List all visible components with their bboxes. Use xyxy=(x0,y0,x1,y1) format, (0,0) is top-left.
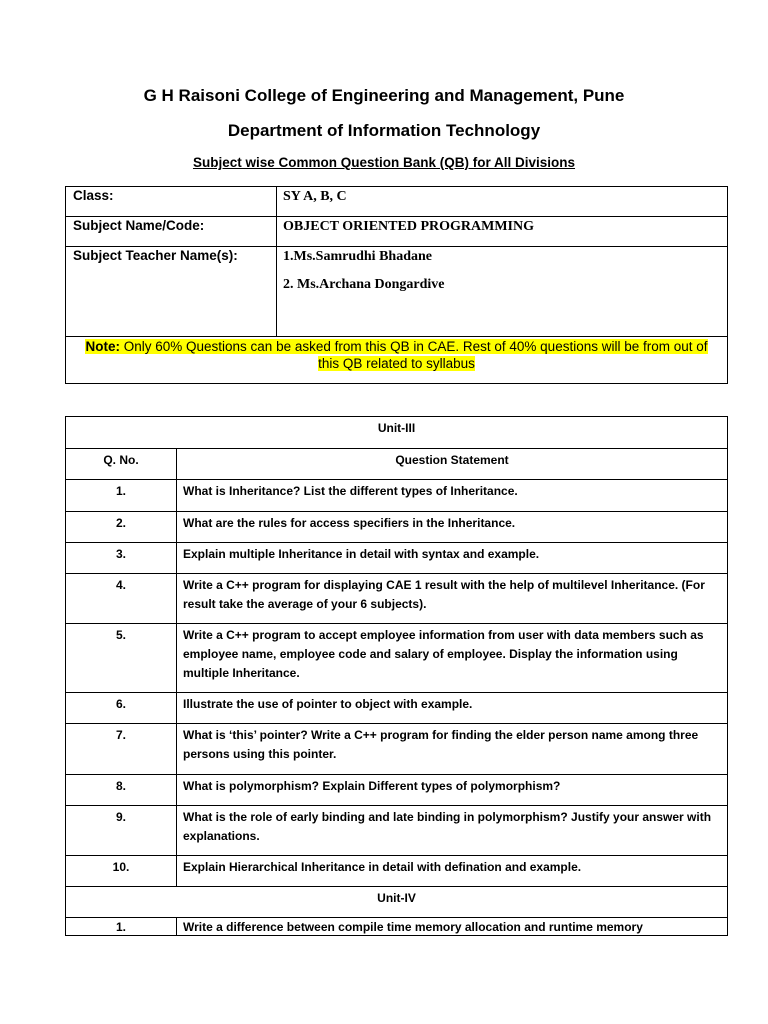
qno-header: Q. No. xyxy=(66,449,177,480)
subject-value: OBJECT ORIENTED PROGRAMMING xyxy=(277,217,728,247)
unit-4-title: Unit-IV xyxy=(66,887,728,918)
teacher-name: 2. Ms.Archana Dongardive xyxy=(283,277,445,292)
question-number: 1. xyxy=(66,480,177,512)
table-row xyxy=(66,574,728,624)
unit-header-row xyxy=(66,887,728,918)
question-number: 3. xyxy=(66,543,177,574)
note-text: Only 60% Questions can be asked from this QB in CAE. Rest of 40% questions will be from out of this QB related to syllabus xyxy=(119,339,708,371)
class-row xyxy=(66,187,728,217)
table-row xyxy=(66,693,728,724)
question-text: What is Inheritance? List the different types of Inheritance. xyxy=(177,480,728,512)
question-bank-subtitle: Subject wise Common Question Bank (QB) for All Divisions xyxy=(192,155,576,170)
question-number: 6. xyxy=(66,693,177,724)
note-cell xyxy=(66,337,728,384)
subject-row xyxy=(66,217,728,247)
question-text: What are the rules for access specifiers in the Inheritance. xyxy=(177,512,728,543)
question-text: Explain multiple Inheritance in detail with syntax and example. xyxy=(177,543,728,574)
table-row xyxy=(66,512,728,543)
class-value: SY A, B, C xyxy=(277,187,728,217)
teacher-row xyxy=(66,247,728,337)
teacher-label: Subject Teacher Name(s): xyxy=(66,247,277,337)
question-text: Write a C++ program for displaying CAE 1 result with the help of multilevel Inheritance. (For result take the average of your 6 subjects). xyxy=(177,574,728,624)
question-number: 4. xyxy=(66,574,177,624)
question-number: 9. xyxy=(66,806,177,856)
column-header-row xyxy=(66,449,728,480)
question-number: 2. xyxy=(66,512,177,543)
table-row xyxy=(66,480,728,512)
table-row xyxy=(66,775,728,806)
table-row xyxy=(66,543,728,574)
note-prefix: Note: xyxy=(85,339,120,354)
question-text: Explain Hierarchical Inheritance in detail with defination and example. xyxy=(177,856,728,887)
subject-label: Subject Name/Code: xyxy=(66,217,277,247)
question-text: Write a difference between compile time memory allocation and runtime memory xyxy=(177,918,728,936)
question-number: 8. xyxy=(66,775,177,806)
teacher-names xyxy=(277,247,728,337)
question-text: What is ‘this’ pointer? Write a C++ program for finding the elder person name among three persons using this pointer. xyxy=(177,724,728,775)
table-row xyxy=(66,724,728,775)
question-text: What is polymorphism? Explain Different types of polymorphism? xyxy=(177,775,728,806)
table-row xyxy=(66,918,728,936)
course-info-table xyxy=(65,186,728,384)
table-row xyxy=(66,624,728,693)
question-text: Write a C++ program to accept employee information from user with data members such as employee name, employee code and salary of employee. Display the information using multiple Inheritance. xyxy=(177,624,728,693)
class-label: Class: xyxy=(66,187,277,217)
table-row xyxy=(66,806,728,856)
question-number: 7. xyxy=(66,724,177,775)
question-text: Illustrate the use of pointer to object with example. xyxy=(177,693,728,724)
teacher-name: 1.Ms.Samrudhi Bhadane xyxy=(283,249,432,264)
question-number: 1. xyxy=(66,918,177,936)
unit-3-title: Unit-III xyxy=(66,417,728,449)
question-number: 10. xyxy=(66,856,177,887)
unit-header-row xyxy=(66,417,728,449)
question-number: 5. xyxy=(66,624,177,693)
college-title: G H Raisoni College of Engineering and Management, Pune xyxy=(143,86,625,105)
question-text: What is the role of early binding and late binding in polymorphism? Justify your answer with explanations. xyxy=(177,806,728,856)
table-row xyxy=(66,856,728,887)
question-table xyxy=(65,416,728,936)
note-row xyxy=(66,337,728,384)
statement-header: Question Statement xyxy=(177,449,728,480)
department-title: Department of Information Technology xyxy=(227,121,541,140)
